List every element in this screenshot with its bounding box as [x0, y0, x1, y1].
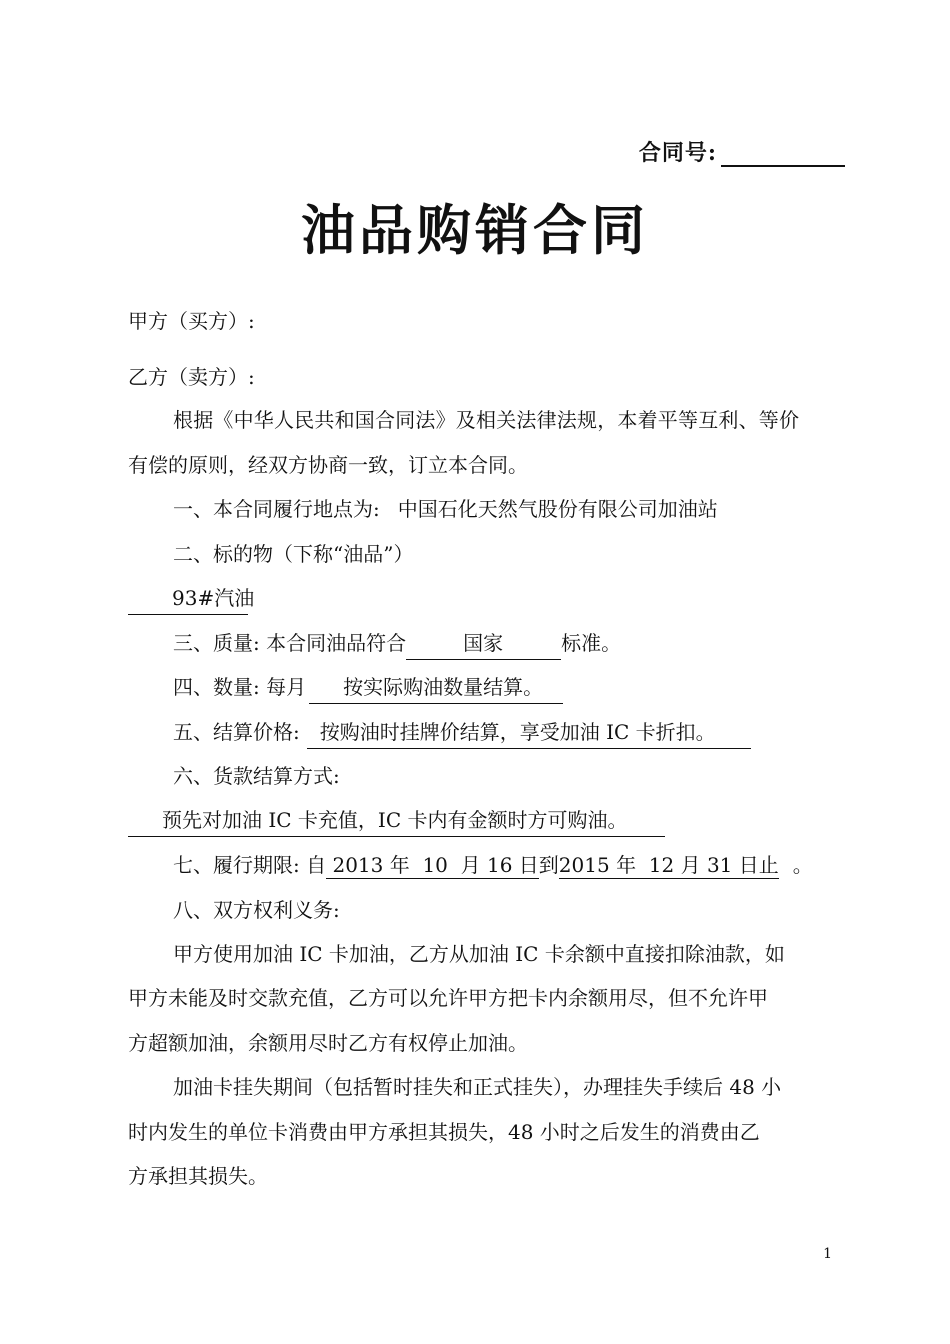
clause-8-p2-line-1: 加油卡挂失期间（包括暂时挂失和正式挂失），办理挂失手续后 48 小: [173, 1075, 782, 1099]
clause-2: 二、标的物（下称“油品”）: [173, 542, 414, 566]
end-day: 31: [706, 853, 733, 877]
clause-8: 八、双方权利义务:: [173, 898, 340, 922]
clause-5-label: 五、结算价格:: [173, 720, 300, 744]
period-end: 2015 年 12 月 31 日止: [558, 853, 779, 877]
clause-6: 六、货款结算方式:: [173, 764, 340, 788]
contract-number: [639, 136, 845, 167]
product-value: 93#汽油: [128, 583, 248, 615]
clause-8-p1-line-3: 方超额加油，余额用尽时乙方有权停止加油。: [128, 1031, 528, 1055]
contract-number-label: 合同号:: [638, 140, 717, 166]
clause-3-label: 三、质量: 本合同油品符合: [173, 631, 407, 655]
clause-7: 七、履行期限: 自 2013 年 10 月 16 日到2015 年 12 月 31 日止 。: [173, 853, 813, 877]
period-start: 2013 年 10 月 16 日: [326, 853, 539, 879]
clause-8-p2-line-3: 方承担其损失。: [128, 1164, 268, 1188]
clause-1-label: 一、本合同履行地点为:: [173, 497, 380, 521]
clause-4-value: 按实际购油数量结算。: [309, 672, 563, 704]
contract-number-blank: [721, 143, 845, 167]
start-day: 16: [486, 853, 513, 877]
clause-3-value: 国家: [406, 628, 561, 660]
clause-4-label: 四、数量: 每月: [173, 675, 307, 699]
end-year: 2015: [558, 853, 610, 877]
clause-5: [173, 717, 751, 749]
page-number: 1: [823, 1246, 832, 1262]
clause-6-value: 预先对加油 IC 卡充值，IC 卡内有金额时方可购油。: [128, 805, 665, 837]
clause-6-method: [128, 805, 665, 837]
clause-4: [173, 672, 563, 704]
clause-8-p1-line-1: 甲方使用加油 IC 卡加油，乙方从加油 IC 卡余额中直接扣除油款，如: [173, 942, 785, 966]
intro-line-2: 有偿的原则，经双方协商一致，订立本合同。: [128, 453, 528, 477]
party-a: 甲方（买方）:: [128, 309, 255, 333]
start-year: 2013: [332, 853, 384, 877]
intro-line-1: 根据《中华人民共和国合同法》及相关法律法规，本着平等互利、等价: [173, 408, 800, 432]
clause-7-label: 七、履行期限: 自: [173, 853, 327, 877]
clause-1: [173, 494, 718, 524]
clause-3-suffix: 标准。: [561, 631, 622, 655]
clause-5-value: 按购油时挂牌价结算，享受加油 IC 卡折扣。: [307, 717, 751, 749]
document-title: 油品购销合同: [301, 198, 649, 262]
clause-2-product: [128, 583, 255, 615]
clause-8-p2-line-2: 时内发生的单位卡消费由甲方承担其损失，48 小时之后发生的消费由乙: [128, 1120, 760, 1144]
clause-8-p1-line-2: 甲方未能及时交款充值，乙方可以允许甲方把卡内余额用尽，但不允许甲: [128, 986, 768, 1010]
party-b: 乙方（卖方）:: [128, 365, 255, 389]
clause-1-value: 中国石化天然气股份有限公司加油站: [397, 497, 718, 521]
clause-3: [173, 628, 621, 660]
end-month: 12: [648, 853, 675, 877]
start-month: 10: [422, 853, 448, 877]
